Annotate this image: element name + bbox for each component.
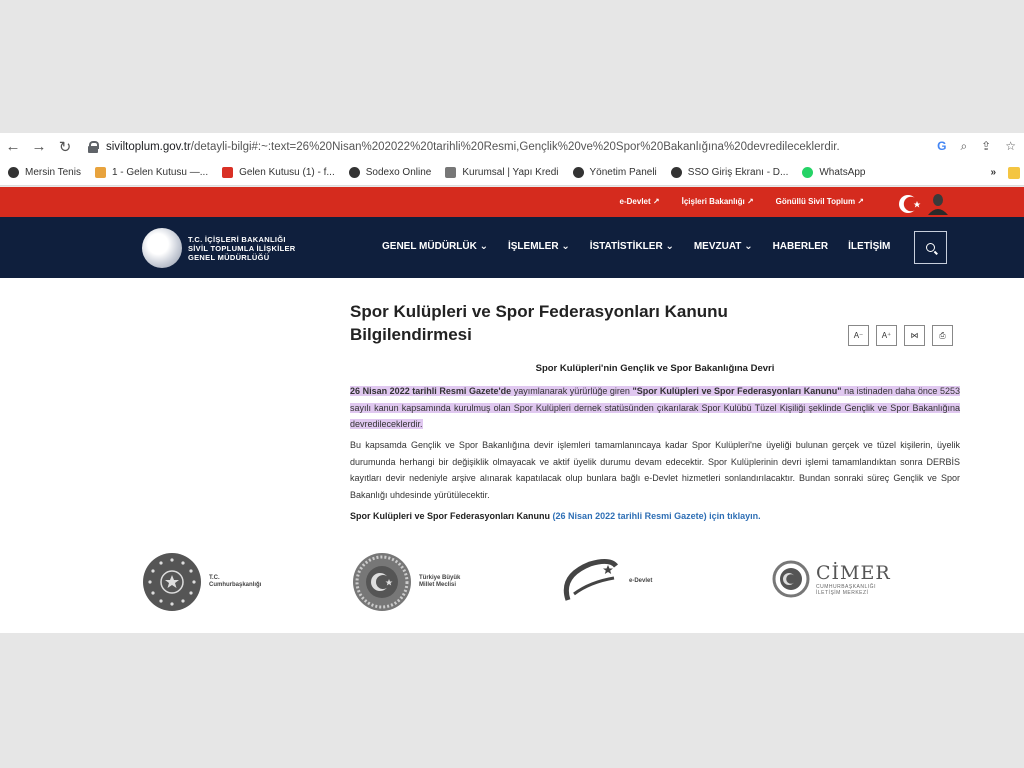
back-icon[interactable]: ← xyxy=(5,138,21,155)
share-button[interactable]: ⋈ xyxy=(904,325,925,346)
cimer-subtitle: İLETİŞİM MERKEZİ xyxy=(816,590,869,596)
footer-label: e-Devlet xyxy=(629,577,653,584)
law-link-paragraph: Spor Kulüpleri ve Spor Federasyonları Kanunu (26 Nisan 2022 tarihli Resmi Gazete) için tıklayın. xyxy=(350,511,761,521)
screenshot-top-margin xyxy=(0,0,1024,133)
presidential-seal-icon xyxy=(142,552,202,612)
google-icon[interactable]: G xyxy=(937,139,947,153)
whatsapp-icon xyxy=(802,167,813,178)
globe-icon xyxy=(349,167,360,178)
icisleri-link[interactable]: İçişleri Bakanlığı ↗ xyxy=(681,197,754,206)
menu-iletisim[interactable]: İLETİŞİM xyxy=(848,241,891,252)
parliament-seal-icon xyxy=(352,552,412,612)
site-logo[interactable] xyxy=(142,228,295,268)
cimer-title: CİMER xyxy=(816,562,891,584)
font-increase-button[interactable]: A⁺ xyxy=(876,325,897,346)
globe-icon xyxy=(8,167,19,178)
article-tools xyxy=(848,325,953,346)
menu-istatistikler[interactable]: İSTATİSTİKLER ⌄ xyxy=(589,241,674,252)
logo-line: SİVİL TOPLUMLA İLİŞKİLER xyxy=(188,243,296,253)
search-icon xyxy=(926,243,935,252)
gonullu-link[interactable]: Gönüllü Sivil Toplum ↗ xyxy=(775,197,864,206)
bookmark-item[interactable]: WhatsApp xyxy=(802,167,865,178)
star-icon[interactable]: ☆ xyxy=(1005,139,1016,153)
menu-genel-mudurluk[interactable]: GENEL MÜDÜRLÜK ⌄ xyxy=(382,241,488,252)
bank-icon xyxy=(445,167,456,178)
bookmark-item[interactable]: Yönetim Paneli xyxy=(573,167,657,178)
edevlet-logo[interactable] xyxy=(560,556,652,606)
site-header xyxy=(0,217,1024,278)
cimer-subtitle: CUMHURBAŞKANLIĞI xyxy=(816,584,876,590)
bookmark-item[interactable]: Sodexo Online xyxy=(349,167,432,178)
browser-toolbar xyxy=(0,133,1024,160)
zoom-icon[interactable]: ⌕ xyxy=(960,139,968,153)
cumhurbaskanligi-logo[interactable] xyxy=(142,552,261,612)
footer-label: Türkiye Büyük xyxy=(419,575,461,581)
bookmark-item[interactable]: 1 - Gelen Kutusu —... xyxy=(95,167,208,178)
forward-icon[interactable]: → xyxy=(31,138,47,155)
footer-label: T.C. xyxy=(209,575,220,581)
lock-icon[interactable] xyxy=(88,141,98,153)
bookmark-item[interactable]: Kurumsal | Yapı Kredi xyxy=(445,167,558,178)
paragraph-highlighted: 26 Nisan 2022 tarihli Resmi Gazete'de yayımlanarak yürürlüğe giren "Spor Kulüpleri ve Spor Federasyonları Kanunu" na istinaden daha önce 5253 sayılı kanun kapsamında kurulmuş olan Spor Kulüpleri dernek statüsünden çıkarılarak Spor Kulübü Tüzel Kişiliği şeklinde Gençlik ve Spor Bakanlığına devredileceklerdir. xyxy=(350,386,961,429)
site-top-bar xyxy=(0,187,1024,217)
bookmark-item[interactable]: Gelen Kutusu (1) - f... xyxy=(222,167,335,178)
bookmark-item[interactable]: SSO Giriş Ekranı - D... xyxy=(671,167,789,178)
gmail-icon xyxy=(222,167,233,178)
page-title: Spor Kulüpleri ve Spor Federasyonları Kanunu Bilgilendirmesi xyxy=(350,302,728,344)
folder-icon[interactable] xyxy=(1008,167,1020,179)
bookmark-item[interactable]: Mersin Tenis xyxy=(8,167,81,178)
footer-label: Cumhurbaşkanlığı xyxy=(209,582,262,588)
edevlet-link[interactable]: e-Devlet ↗ xyxy=(619,197,660,206)
logo-line: T.C. İÇİŞLERİ BAKANLIĞI xyxy=(188,234,286,244)
print-button[interactable]: ⎙ xyxy=(932,325,953,346)
ministry-emblem-icon xyxy=(142,228,182,268)
reload-icon[interactable]: ↻ xyxy=(58,138,72,156)
tbmm-logo[interactable] xyxy=(352,552,460,612)
cimer-logo[interactable] xyxy=(772,560,891,598)
globe-icon xyxy=(671,167,682,178)
search-button[interactable] xyxy=(914,231,947,264)
footer-label: Millet Meclisi xyxy=(419,582,457,588)
logo-line: GENEL MÜDÜRLÜĞÜ xyxy=(188,252,270,262)
edevlet-icon xyxy=(560,556,622,606)
bookmarks-bar xyxy=(0,160,1024,186)
footer-logos xyxy=(0,550,1024,620)
globe-icon xyxy=(573,167,584,178)
menu-haberler[interactable]: HABERLER xyxy=(772,241,829,252)
article-subtitle: Spor Kulüpleri'nin Gençlik ve Spor Bakanlığına Devri xyxy=(535,363,775,374)
bookmarks-more-button[interactable]: » xyxy=(990,167,996,178)
main-menu xyxy=(382,241,890,252)
page-content xyxy=(0,278,1024,633)
menu-islemler[interactable]: İŞLEMLER ⌄ xyxy=(507,241,570,252)
resmi-gazete-link[interactable]: (26 Nisan 2022 tarihli Resmi Gazete) için tıklayın. xyxy=(552,511,761,521)
cimer-emblem-icon xyxy=(772,560,810,598)
share-icon[interactable]: ⇪ xyxy=(981,139,992,153)
address-bar[interactable]: siviltoplum.gov.tr/detayli-bilgi#:~:text=26%20Nisan%202022%20tarihli%20Resmi,Gençlik%20ve%20Spor%20Bakanlığına%20devredileceklerdir. xyxy=(106,140,840,153)
screenshot-bottom-margin xyxy=(0,633,1024,768)
font-decrease-button[interactable]: A⁻ xyxy=(848,325,869,346)
paragraph: Bu kapsamda Gençlik ve Spor Bakanlığına devir işlemleri tamamlanıncaya kadar Spor Kulüpleri'ne üyeliği bulunan gerçek ve tüzel kişilerin, üyelik durumunda herhangi bir değişiklik olmayacak ve aktif üyelik durumu devam edecektir. Spor Kulüplerinin devri işlemi tamamlandıktan sonra DERBİS kayıtları devir nedeniyle arşive alınarak kapatılacak olup bunlara bağlı e-Devlet hizmetleri sonlandırılacaktır. Bundan sonraki süreç Gençlik ve Spor Bakanlığı uhdesinde yürütülecektir. xyxy=(350,440,960,500)
menu-mevzuat[interactable]: MEVZUAT ⌄ xyxy=(693,241,753,252)
mail-icon xyxy=(95,167,106,178)
flag-ataturk-icon xyxy=(894,191,954,215)
